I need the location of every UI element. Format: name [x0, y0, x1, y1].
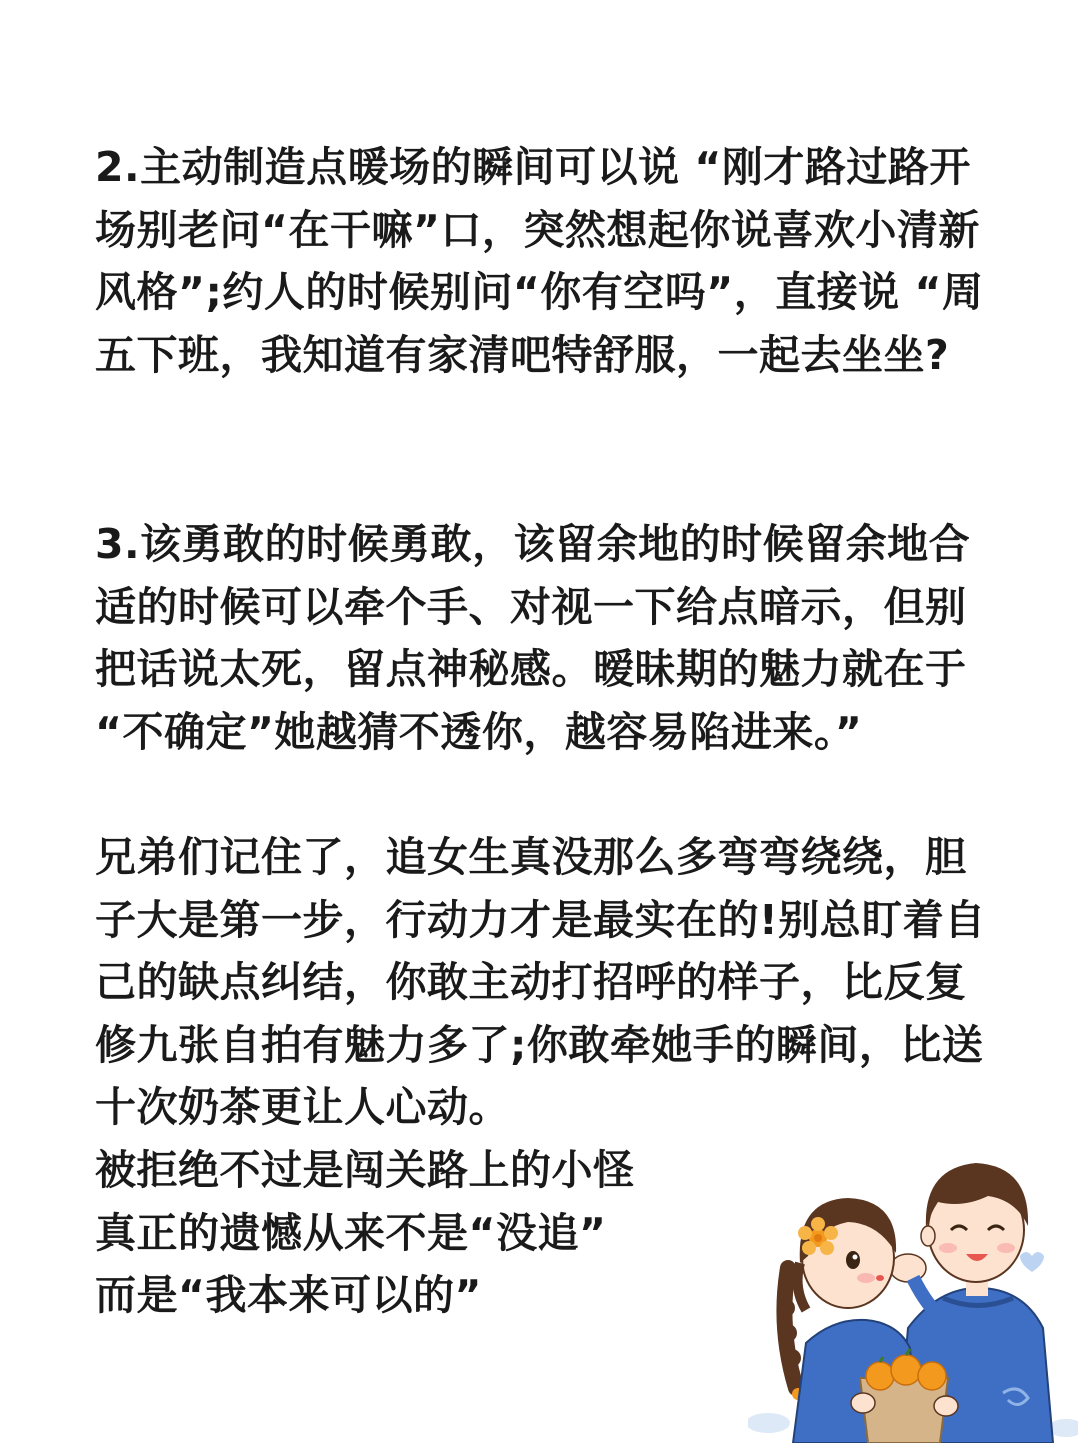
paragraph-tip-2: 2.主动制造点暖场的瞬间可以说 “刚才路过路开场别老问“在干嘛”口，突然想起你说喜欢小清新风格”;约人的时候别问“你有空吗”，直接说 “周五下班，我知道有家清吧特舒服，一起去坐坐?	[95, 143, 984, 379]
paragraph-summary: 兄弟们记住了，追女生真没那么多弯弯绕绕，胆子大是第一步，行动力才是最实在的!别总盯着自己的缺点纠结，你敢主动打招呼的样子，比反复修九张自拍有魅力多了;你敢牵她手的瞬间，比送十次奶茶更让人心动。	[95, 833, 986, 1131]
couple-illustration	[748, 1138, 1078, 1443]
heart-icon	[1020, 1252, 1044, 1272]
paragraph-tip-3: 3.该勇敢的时候勇敢，该留余地的时候留余地合适的时候可以牵个手、对视一下给点暗示，但别把话说太死，留点神秘感。暧昧期的魅力就在于 “不确定”她越猜不透你，越容易陷进来。”	[95, 520, 982, 756]
closing-line-3: 而是“我本来可以的”	[95, 1271, 482, 1319]
closing-lines	[95, 1139, 635, 1327]
closing-line-2: 真正的遗憾从来不是“没追”	[95, 1208, 607, 1257]
closing-line-1: 被拒绝不过是闯关路上的小怪	[95, 1146, 635, 1194]
